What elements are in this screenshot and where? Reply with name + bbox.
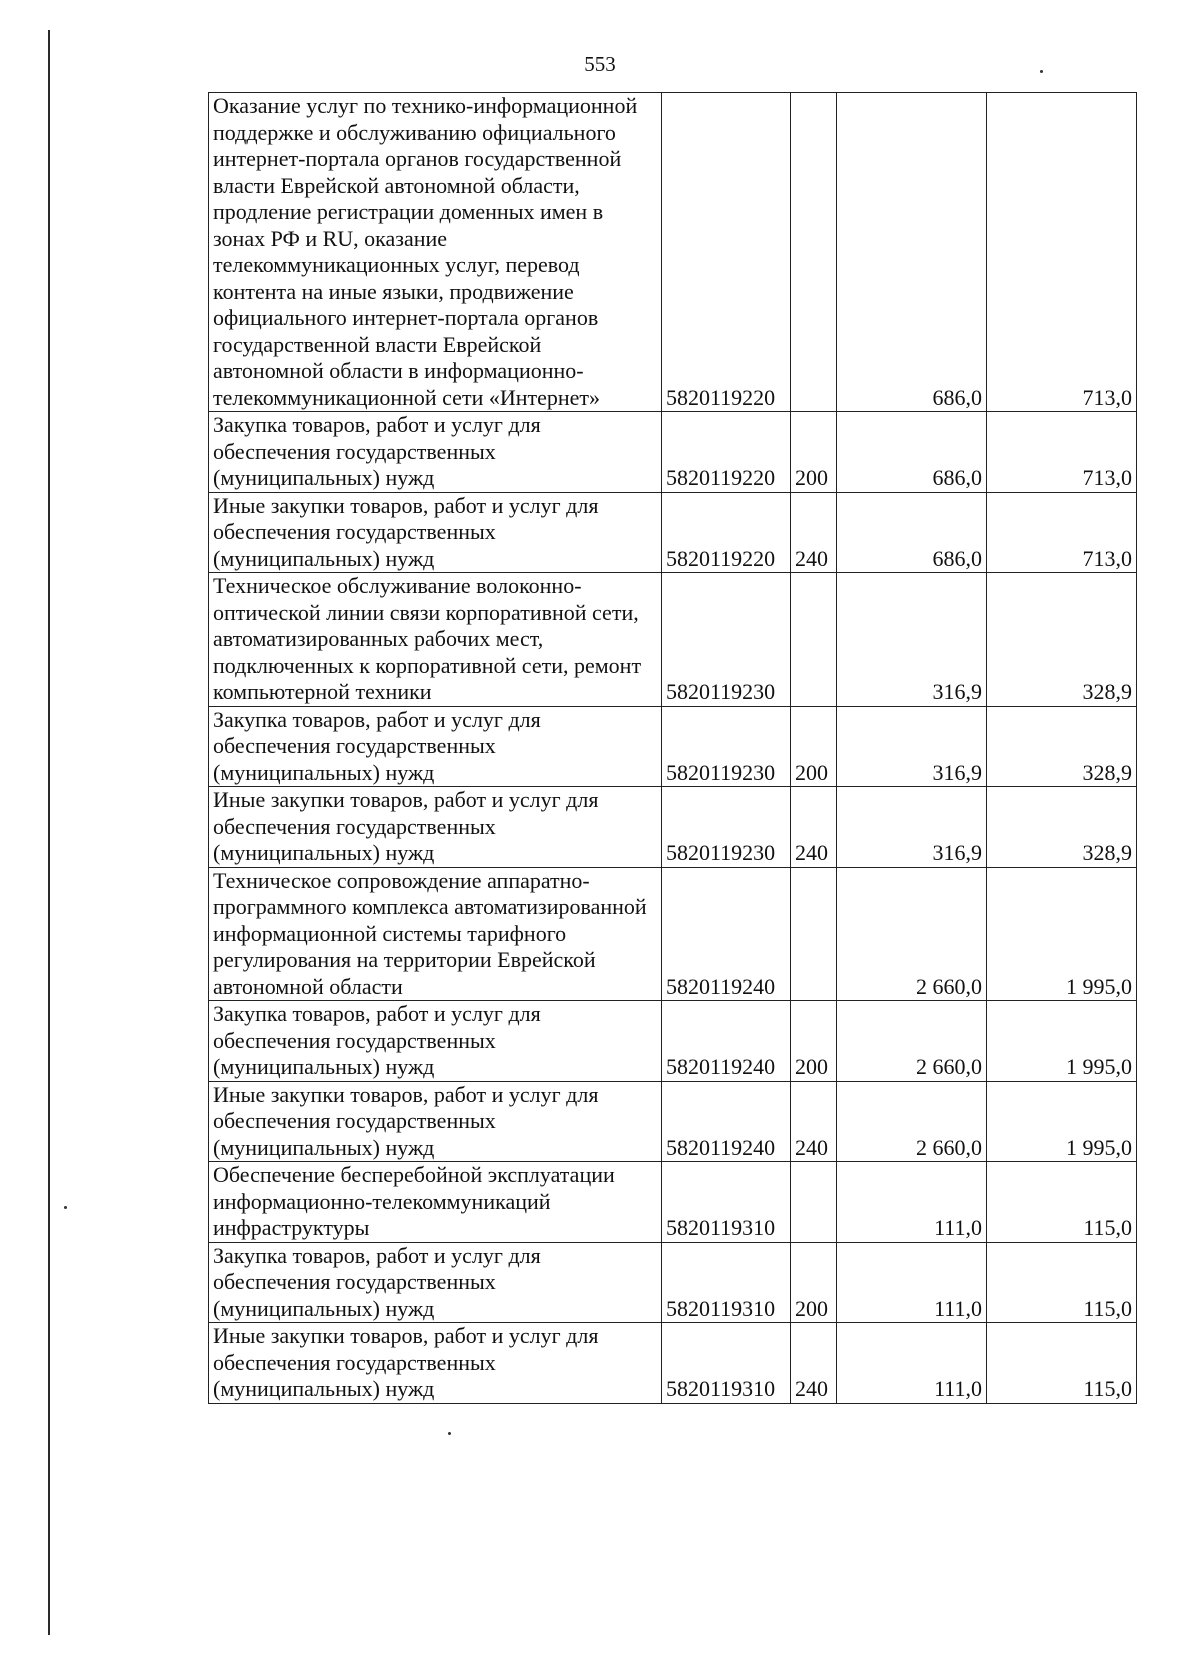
table-row (209, 93, 1137, 412)
row-amount-year1: 316,9 (837, 706, 987, 787)
row-target-code: 5820119310 (662, 1162, 791, 1243)
row-amount-year1: 111,0 (837, 1162, 987, 1243)
row-expense-type: 240 (791, 1323, 837, 1404)
table-row (209, 787, 1137, 868)
row-expense-type: 200 (791, 412, 837, 493)
row-description: Иные закупки товаров, работ и услуг для обеспечения государственных (муниципальных) нужд (209, 1081, 662, 1162)
row-amount-year1: 316,9 (837, 787, 987, 868)
row-amount-year2: 328,9 (987, 573, 1137, 707)
table-row (209, 492, 1137, 573)
table-row (209, 573, 1137, 707)
table-row (209, 867, 1137, 1001)
row-amount-year1: 2 660,0 (837, 867, 987, 1001)
row-target-code: 5820119310 (662, 1242, 791, 1323)
row-amount-year1: 316,9 (837, 573, 987, 707)
row-amount-year1: 2 660,0 (837, 1081, 987, 1162)
row-expense-type (791, 573, 837, 707)
scan-speck (448, 1432, 451, 1435)
row-description: Закупка товаров, работ и услуг для обеспечения государственных (муниципальных) нужд (209, 706, 662, 787)
table-row (209, 412, 1137, 493)
row-expense-type: 240 (791, 787, 837, 868)
row-target-code: 5820119220 (662, 492, 791, 573)
row-amount-year2: 328,9 (987, 787, 1137, 868)
row-expense-type: 240 (791, 492, 837, 573)
row-target-code: 5820119230 (662, 706, 791, 787)
row-amount-year2: 328,9 (987, 706, 1137, 787)
row-target-code: 5820119310 (662, 1323, 791, 1404)
row-target-code: 5820119240 (662, 867, 791, 1001)
row-expense-type (791, 93, 837, 412)
row-target-code: 5820119230 (662, 573, 791, 707)
table-row (209, 1242, 1137, 1323)
row-expense-type: 200 (791, 1001, 837, 1082)
table-row (209, 706, 1137, 787)
row-amount-year2: 1 995,0 (987, 1001, 1137, 1082)
row-expense-type: 200 (791, 706, 837, 787)
row-amount-year1: 111,0 (837, 1242, 987, 1323)
row-amount-year1: 2 660,0 (837, 1001, 987, 1082)
scan-speck (64, 1206, 67, 1209)
table-row (209, 1081, 1137, 1162)
row-expense-type (791, 867, 837, 1001)
row-description: Иные закупки товаров, работ и услуг для обеспечения государственных (муниципальных) нужд (209, 1323, 662, 1404)
row-amount-year2: 713,0 (987, 93, 1137, 412)
row-description: Иные закупки товаров, работ и услуг для обеспечения государственных (муниципальных) нужд (209, 787, 662, 868)
row-expense-type: 200 (791, 1242, 837, 1323)
row-description: Закупка товаров, работ и услуг для обеспечения государственных (муниципальных) нужд (209, 1001, 662, 1082)
row-expense-type (791, 1162, 837, 1243)
row-amount-year1: 686,0 (837, 492, 987, 573)
row-description: Оказание услуг по технико-информационной поддержке и обслуживанию официального интернет-портала органов государственной власти Еврейской автономной области, продление регистрации доменных имен в зонах РФ и RU, оказание телекоммуникационных услуг, перевод контента на иные языки, продвижение официального интернет-портала органов государственной власти Еврейской автономной области в информационно-телекоммуникационной сети «Интернет» (209, 93, 662, 412)
row-amount-year1: 111,0 (837, 1323, 987, 1404)
page-number: 553 (584, 52, 616, 76)
row-target-code: 5820119220 (662, 412, 791, 493)
table-row (209, 1162, 1137, 1243)
row-description: Закупка товаров, работ и услуг для обеспечения государственных (муниципальных) нужд (209, 412, 662, 493)
row-amount-year2: 115,0 (987, 1162, 1137, 1243)
row-description: Техническое обслуживание волоконно-оптической линии связи корпоративной сети, автоматизированных рабочих мест, подключенных к корпоративной сети, ремонт компьютерной техники (209, 573, 662, 707)
row-amount-year2: 1 995,0 (987, 1081, 1137, 1162)
row-amount-year1: 686,0 (837, 412, 987, 493)
row-amount-year1: 686,0 (837, 93, 987, 412)
row-amount-year2: 713,0 (987, 412, 1137, 493)
budget-table (208, 92, 1137, 1404)
row-description: Обеспечение бесперебойной эксплуатации информационно-телекоммуникаций инфраструктуры (209, 1162, 662, 1243)
row-amount-year2: 115,0 (987, 1242, 1137, 1323)
row-description: Техническое сопровождение аппаратно-программного комплекса автоматизированной информационной системы тарифного регулирования на территории Еврейской автономной области (209, 867, 662, 1001)
row-description: Иные закупки товаров, работ и услуг для обеспечения государственных (муниципальных) нужд (209, 492, 662, 573)
row-target-code: 5820119240 (662, 1001, 791, 1082)
row-target-code: 5820119230 (662, 787, 791, 868)
table-row (209, 1323, 1137, 1404)
row-description: Закупка товаров, работ и услуг для обеспечения государственных (муниципальных) нужд (209, 1242, 662, 1323)
row-expense-type: 240 (791, 1081, 837, 1162)
binding-margin-line (48, 30, 50, 1635)
table-row (209, 1001, 1137, 1082)
row-amount-year2: 1 995,0 (987, 867, 1137, 1001)
row-target-code: 5820119220 (662, 93, 791, 412)
row-amount-year2: 115,0 (987, 1323, 1137, 1404)
budget-table-body (209, 93, 1137, 1404)
row-target-code: 5820119240 (662, 1081, 791, 1162)
scan-speck (1040, 70, 1043, 73)
row-amount-year2: 713,0 (987, 492, 1137, 573)
